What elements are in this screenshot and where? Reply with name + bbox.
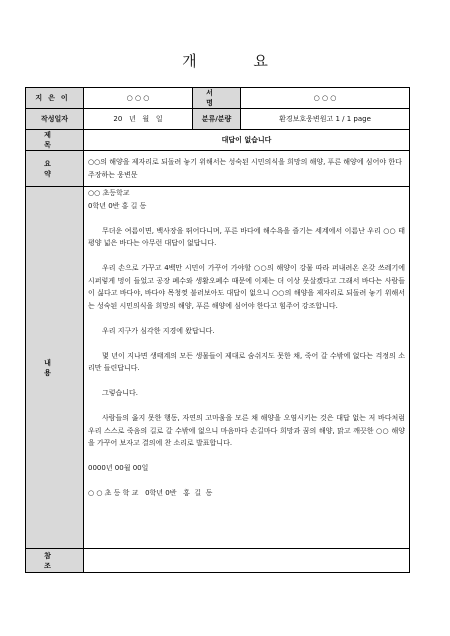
author-value: ○ ○ ○ <box>84 88 193 109</box>
subject-label: 제 목 <box>26 130 84 151</box>
page-title: 개 요 <box>182 52 294 70</box>
sign-label: 서 명 <box>193 88 241 109</box>
content-paragraph: 그렇습니다. <box>102 389 139 397</box>
reference-value <box>84 549 410 573</box>
content-label: 내 용 <box>26 187 84 549</box>
overview-form <box>25 87 410 573</box>
content-body <box>84 187 410 549</box>
content-paragraph: 무더운 여름이면, 백사장을 뛰어다니며, 푸른 바다에 해수욕을 즐기는 세계에서 이름난 우리 ○○ 태평양 넓은 바다는 아무런 대답이 없답니다. <box>88 226 405 247</box>
date-row <box>26 109 410 130</box>
summary-row <box>26 151 410 187</box>
date-value: 20 년 월 일 <box>84 109 193 130</box>
content-student: 0학년 0반 홍 길 동 <box>88 201 147 210</box>
author-row <box>26 88 410 109</box>
subject-value: 대답이 없습니다 <box>84 130 410 151</box>
sign-value: ○ ○ ○ <box>241 88 410 109</box>
content-paragraph: 우리 손으로 가꾸고 4백만 시민이 가꾸어 가야할 ○○의 해양이 강물 따라 퍼내려온 온갖 쓰레기에 시퍼렇게 멍이 들었고 공장 폐수와 생활오폐수 때문에 이제는 더 이상 못살겠다고 그래서 바다는 사람들이 싫다고 바다야, 바다야 목청껏 불러보아도 대답이 없으니 ○○의 해양을 제자리로 되돌려 놓기 위해서는 성숙된 시민의식을 희망의 해양, 푸른 해양에 심어야 한다고 힘주어 강조합니다. <box>88 264 405 310</box>
subject-row <box>26 130 410 151</box>
category-label: 분류/분량 <box>193 109 241 130</box>
content-paragraph: 우리 지구가 심각한 지경에 왔답니다. <box>102 326 215 335</box>
reference-label: 참 조 <box>26 549 84 573</box>
content-row <box>26 187 410 549</box>
content-paragraph: 몇 년이 지나면 생태계의 모든 생물들이 제대로 숨쉬지도 못한 채, 죽어 갈 수밖에 없다는 걱정의 소리만 들린답니다. <box>88 351 405 372</box>
reference-row <box>26 549 410 573</box>
author-label: 지은이 <box>26 88 84 109</box>
summary-value: ○○의 해양을 제자리로 되돌려 놓기 위해서는 성숙된 시민의식을 희망의 해양, 푸른 해양에 심어야 한다 주장하는 웅변문 <box>84 151 410 187</box>
content-paragraph: 사람들의 옳지 못한 행동, 자연의 고마움을 모른 채 해양을 오염시키는 것은 대답 없는 저 바다처럼 우리 스스로 죽음의 길로 갈 수밖에 없으니 마음마다 손길마다 희망과 꿈의 해양, 맑고 깨끗한 ○○ 해양을 가꾸어 보자고 결의에 찬 소리로 발표합니다. <box>88 414 405 447</box>
category-value: 환경보호웅변원고 1 / 1 page <box>241 109 410 130</box>
summary-label: 요 약 <box>26 151 84 187</box>
content-date: 0000년 00월 00일 <box>88 464 149 472</box>
content-signature: ○ ○ 초 등 학 교 0학년 0반 홍 길 동 <box>88 489 213 497</box>
content-school: ○○ 초등학교 <box>88 189 130 197</box>
date-label: 작성일자 <box>26 109 84 130</box>
